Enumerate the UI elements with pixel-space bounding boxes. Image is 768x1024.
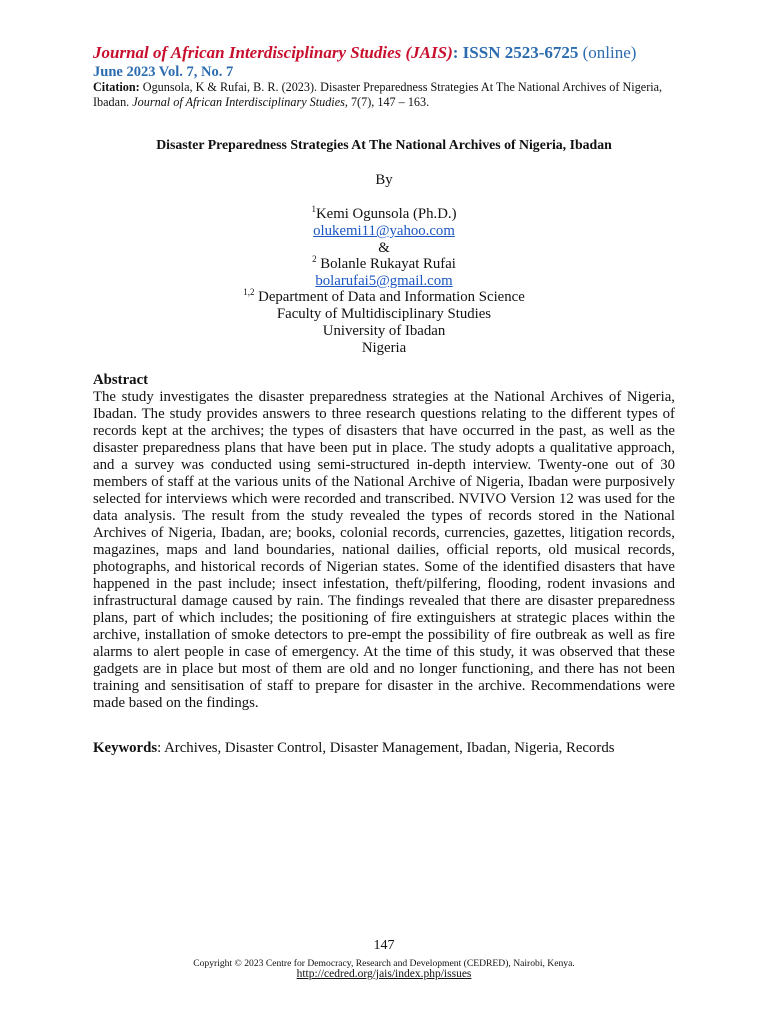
- header-separator: :: [452, 43, 459, 62]
- author-2: [0, 256, 768, 273]
- citation-label: Citation:: [93, 80, 140, 94]
- abstract-heading: Abstract: [93, 372, 149, 388]
- author-2-email[interactable]: bolarufai5@gmail.com: [315, 273, 453, 289]
- author-1-email[interactable]: olukemi11@yahoo.com: [313, 223, 455, 239]
- by-label: By: [375, 172, 393, 188]
- affiliation-university: University of Ibadan: [322, 323, 446, 339]
- author-1: [0, 206, 768, 223]
- issn: ISSN 2523-6725: [462, 43, 579, 62]
- affiliation-dept-text: Department of Data and Information Science: [254, 289, 525, 305]
- citation: [93, 80, 678, 110]
- author-2-email-row: [0, 273, 768, 290]
- affiliation-sup: 1,2: [243, 287, 255, 297]
- abstract-body: The study investigates the disaster preparedness strategies at the National Archives of Nigeria, Ibadan. The study provides answers to three research questions relating to the different types of records kept at the archives; the types of disasters that have occurred in the past, as well as the disaster preparedness plans that have been put in place. The study adopts a qualitative approach, and a survey was conducted using semi-structured in-depth interview. Twenty-one out of 30 members of staff at the various units of the National Archive of Nigeria, Ibadan were purposively selected for interviews which were recorded and transcribed. NVIVO Version 12 was used for the data analysis. The result from the study revealed the types of records stored in the National Archives of Nigeria, Ibadan, are; books, colonial records, currencies, gazettes, litigation records, magazines, maps and land boundaries, national dailies, official reports, old musical records, photographs, and historical records of Nigerian states. Some of the identified disasters that have happened in the past include; insect infestation, theft/pilfering, flooding, rodent invasions and infrastructural damage caused by rain. The findings revealed that there are disaster preparedness plans, part of which includes; the positioning of fire extinguishers at strategic places within the archive, installation of smoke detectors to pre-empt the possibility of fire outbreak as well as fire alarms to alert people in case of emergency. At the time of this study, it was observed that these gadgets are in place but most of them are old and no longer functioning, and there has not been training and sensitisation of staff to prepare for disaster in the archive. Recommendations were made based on the findings.: [93, 389, 675, 711]
- affiliation-faculty: Faculty of Multidisciplinary Studies: [276, 306, 492, 322]
- paper-title: Disaster Preparedness Strategies At The National Archives of Nigeria, Ibadan: [156, 137, 612, 152]
- keywords: [93, 740, 693, 757]
- footer-url-link[interactable]: http://cedred.org/jais/index.php/issues: [296, 968, 472, 980]
- author-1-sup: 1: [311, 204, 316, 214]
- ampersand: &: [378, 240, 390, 256]
- citation-text-1: Ogunsola, K & Rufai, B. R. (2023). Disaster Preparedness Strategies At The National Archives of Nigeria, Ibadan.: [93, 80, 663, 109]
- page-number: 147: [373, 938, 395, 953]
- citation-text-2: , 7(7), 147 – 163.: [344, 95, 430, 109]
- journal-header: [93, 43, 636, 63]
- journal-name: Journal of African Interdisciplinary Studies (JAIS): [93, 43, 453, 62]
- author-1-name: Kemi Ogunsola (Ph.D.): [315, 206, 457, 222]
- author-2-name: Bolanle Rukayat Rufai: [316, 256, 456, 272]
- keywords-text: : Archives, Disaster Control, Disaster Management, Ibadan, Nigeria, Records: [157, 740, 615, 756]
- online-label: (online): [582, 43, 637, 62]
- issue-info: June 2023 Vol. 7, No. 7: [93, 64, 234, 80]
- affiliation-country: Nigeria: [361, 340, 407, 356]
- author-2-sup: 2: [312, 254, 317, 264]
- affiliation-dept: [0, 289, 768, 306]
- citation-journal: Journal of African Interdisciplinary Studies: [132, 95, 345, 109]
- keywords-label: Keywords: [93, 740, 158, 756]
- author-1-email-row: [0, 223, 768, 240]
- copyright-notice: Copyright © 2023 Centre for Democracy, Research and Development (CEDRED), Nairobi, Kenya.: [193, 958, 575, 969]
